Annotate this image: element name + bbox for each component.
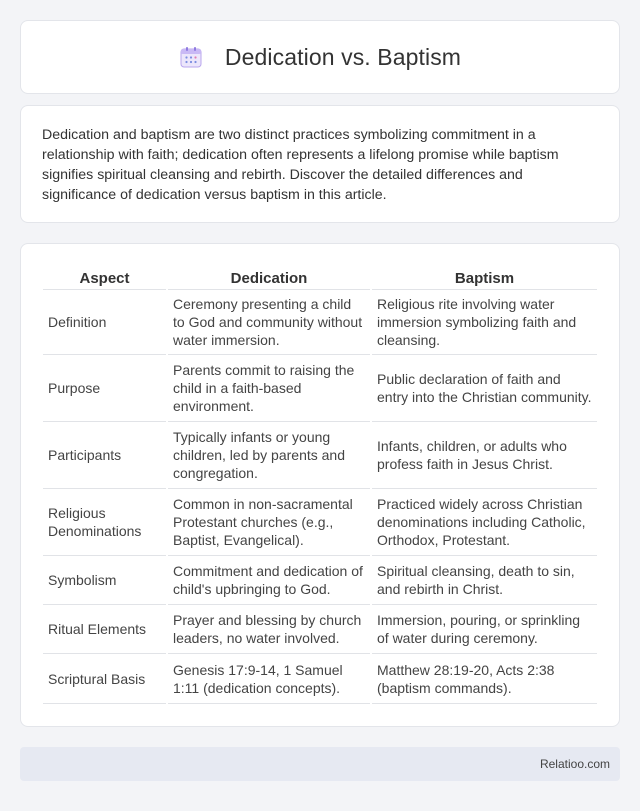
column-header-baptism: Baptism <box>372 264 597 290</box>
table-row <box>43 556 597 605</box>
baptism-cell: Spiritual cleansing, death to sin, and rebirth in Christ. <box>372 556 597 605</box>
dedication-cell: Prayer and blessing by church leaders, no water involved. <box>168 605 370 654</box>
footer-brand: Relatioo.com <box>539 757 610 771</box>
table-header-row <box>43 264 597 290</box>
aspect-cell: Symbolism <box>43 556 166 605</box>
aspect-cell: Purpose <box>43 355 166 422</box>
intro-card <box>20 105 620 223</box>
aspect-cell: Ritual Elements <box>43 605 166 654</box>
baptism-cell: Practiced widely across Christian denominations including Catholic, Orthodox, Protestant. <box>372 489 597 556</box>
table-row <box>43 489 597 556</box>
baptism-cell: Public declaration of faith and entry into the Christian community. <box>372 355 597 422</box>
baptism-cell: Immersion, pouring, or sprinkling of water during ceremony. <box>372 605 597 654</box>
dedication-cell: Genesis 17:9-14, 1 Samuel 1:11 (dedication concepts). <box>168 654 370 704</box>
table-row <box>43 654 597 704</box>
table-row <box>43 605 597 654</box>
table-row <box>43 422 597 489</box>
intro-text: Dedication and baptism are two distinct practices symbolizing commitment in a relationship with faith; dedication often represents a lifelong promise while baptism signifies spiritual cleansing and rebirth. Discover the detailed differences and significance of dedication versus baptism in this article. <box>42 127 559 203</box>
footer <box>20 747 620 781</box>
comparison-table <box>41 264 599 704</box>
aspect-cell: Definition <box>43 290 166 355</box>
dedication-cell: Common in non-sacramental Protestant churches (e.g., Baptist, Evangelical). <box>168 489 370 556</box>
dedication-cell: Typically infants or young children, led by parents and congregation. <box>168 422 370 489</box>
baptism-cell: Matthew 28:19-20, Acts 2:38 (baptism commands). <box>372 654 597 704</box>
title-card <box>20 20 620 94</box>
column-header-dedication: Dedication <box>168 264 370 290</box>
calendar-icon <box>179 45 203 69</box>
page-title: Dedication vs. Baptism <box>224 43 462 70</box>
column-header-aspect: Aspect <box>43 264 166 290</box>
comparison-card <box>20 243 620 727</box>
aspect-cell: Participants <box>43 422 166 489</box>
dedication-cell: Ceremony presenting a child to God and community without water immersion. <box>168 290 370 355</box>
dedication-cell: Parents commit to raising the child in a faith-based environment. <box>168 355 370 422</box>
aspect-cell: Scriptural Basis <box>43 654 166 704</box>
aspect-cell: Religious Denominations <box>43 489 166 556</box>
baptism-cell: Infants, children, or adults who profess faith in Jesus Christ. <box>372 422 597 489</box>
dedication-cell: Commitment and dedication of child's upbringing to God. <box>168 556 370 605</box>
table-row <box>43 290 597 355</box>
table-row <box>43 355 597 422</box>
baptism-cell: Religious rite involving water immersion symbolizing faith and cleansing. <box>372 290 597 355</box>
